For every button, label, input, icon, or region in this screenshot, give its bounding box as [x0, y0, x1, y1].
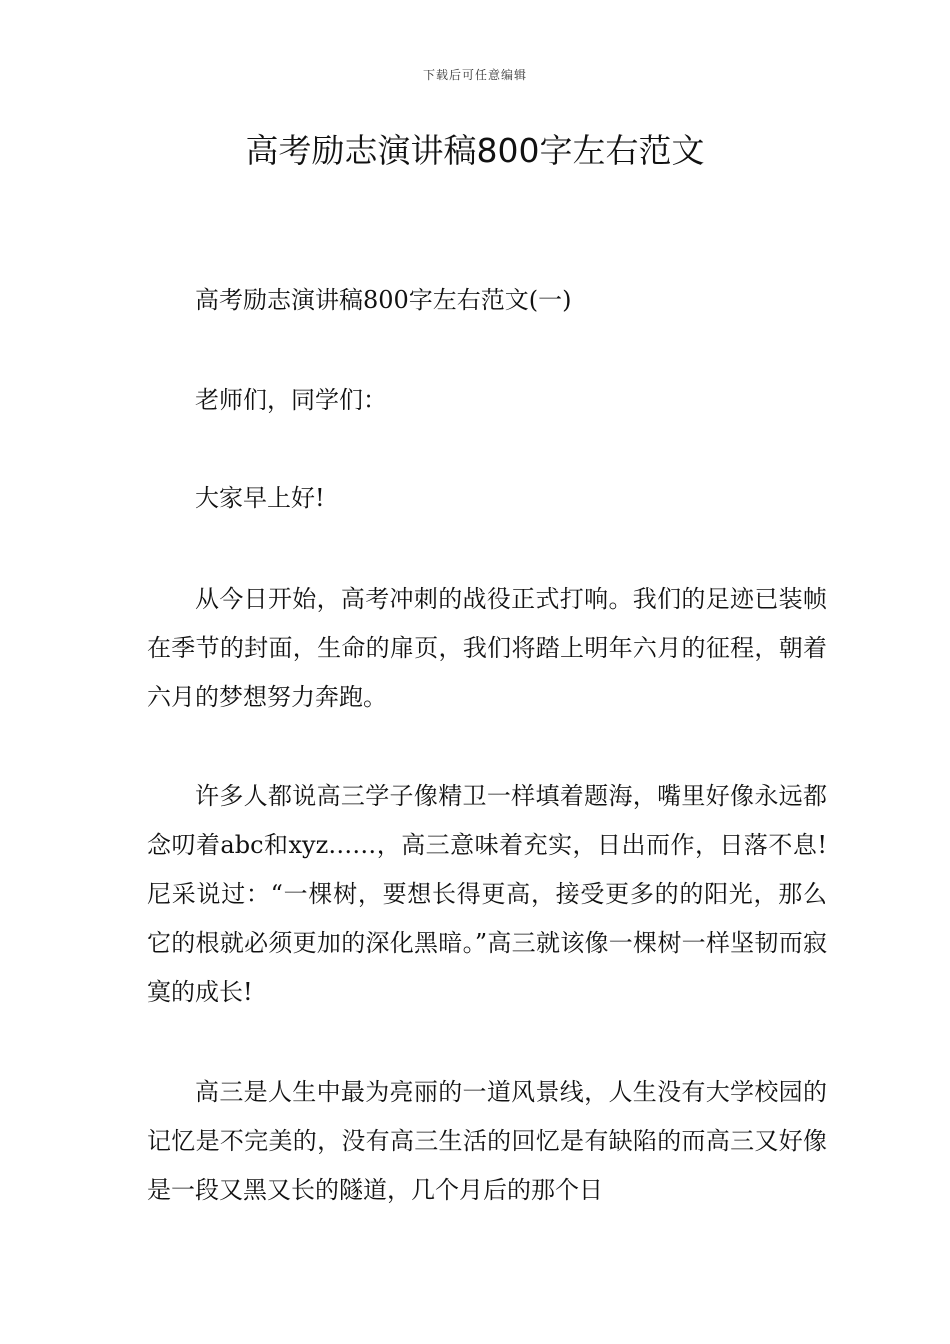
paragraph-text: 高三是人生中最为亮丽的一道风景线，人生没有大学校园的记忆是不完美的，没有高三生活的回忆是有缺陷的而高三又好像是一段又黑又长的隧道，几个月后的那个日 [147, 1078, 827, 1204]
document-title: 高考励志演讲稿800字左右范文 [245, 131, 705, 170]
paragraph-text: 从今日开始，高考冲刺的战役正式打响。我们的足迹已装帧在季节的封面，生命的扉页，我们将踏上明年六月的征程，朝着六月的梦想努力奔跑。 [147, 585, 827, 711]
paragraph-2 [147, 772, 827, 1017]
paragraph-3 [147, 1068, 827, 1215]
paragraph-text: 老师们，同学们： [195, 386, 387, 414]
paragraph-subtitle [147, 276, 827, 325]
paragraph-text: 大家早上好! [195, 484, 325, 512]
paragraph-text: 许多人都说高三学子像精卫一样填着题海，嘴里好像永远都念叨着abc和xyz……，高三意味着充实，日出而作，日落不息!尼采说过：“一棵树，要想长得更高，接受更多的的阳光，那么它的根就必须更加的深化黑暗。”高三就该像一棵树一样坚韧而寂寞的成长! [147, 782, 827, 1006]
paragraph-greeting [147, 474, 827, 523]
paragraph-1 [147, 575, 827, 722]
paragraph-salutation [147, 376, 827, 425]
paragraph-text: 高考励志演讲稿800字左右范文(一) [195, 286, 572, 314]
header-note: 下载后可任意编辑 [422, 68, 527, 82]
